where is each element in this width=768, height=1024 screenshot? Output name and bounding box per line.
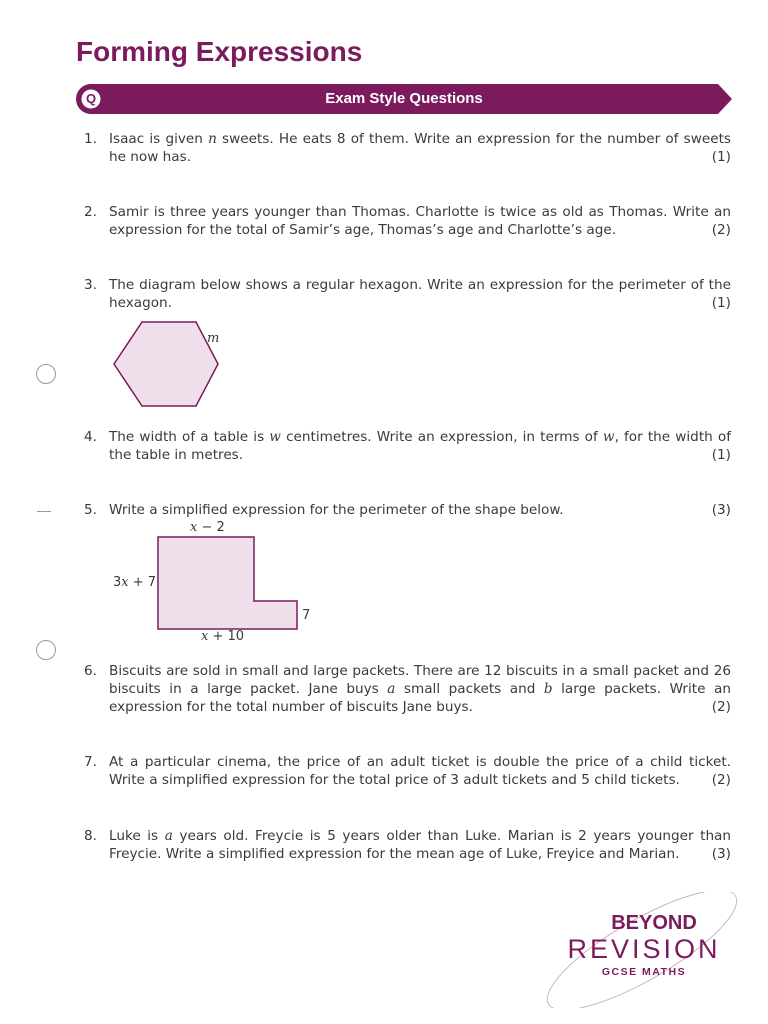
question-text: large packets. Write an expression for the total number of biscuits Jane buys.	[109, 681, 731, 716]
l-shape-bottom-label: x + 10	[201, 629, 245, 644]
math-variable: a	[164, 828, 173, 844]
question-text: sweets. He eats 8 of them. Write an expression for the number of sweets he now has.	[109, 131, 731, 166]
question-body	[109, 501, 731, 519]
question-text: Write a simplified expression for the perimeter of the shape below.	[109, 502, 564, 518]
question-marks: (2)	[711, 222, 731, 239]
question-number: 7.	[84, 754, 97, 770]
question-5	[84, 501, 731, 519]
question-text: centimetres. Write an expression, in terms of	[280, 429, 603, 445]
math-variable: w	[602, 429, 615, 445]
question-marks: (1)	[711, 447, 731, 464]
question-7	[84, 753, 731, 789]
question-body	[109, 827, 731, 863]
question-8	[84, 827, 731, 863]
q-icon: Q	[85, 91, 97, 106]
question-body	[109, 753, 731, 789]
question-body	[109, 130, 731, 166]
question-text: , for the width of the table in metres.	[109, 429, 731, 464]
question-number: 3.	[84, 277, 97, 293]
l-shape-top-label: x − 2	[190, 520, 225, 535]
question-marks: (3)	[711, 846, 731, 863]
question-body	[109, 662, 731, 717]
question-text: small packets and	[395, 681, 544, 698]
question-text: years old. Freycie is 5 years older than Luke. Marian is 2 years younger than Freycie. Write a simplified expression for the mean age of Luke, Freyice and Marian.	[109, 828, 731, 863]
question-6	[84, 662, 731, 717]
question-number: 8.	[84, 828, 97, 844]
beyond-revision-logo	[546, 892, 742, 1008]
question-2	[84, 203, 731, 239]
binder-hole	[36, 640, 56, 660]
math-variable: a	[387, 681, 396, 698]
page-title: Forming Expressions	[76, 36, 363, 67]
question-body	[109, 276, 731, 312]
section-banner	[76, 84, 732, 114]
l-shape-diagram	[156, 535, 302, 632]
logo-line-2: REVISION	[567, 934, 721, 964]
fold-mark	[37, 511, 51, 512]
math-variable: b	[543, 681, 553, 698]
l-shape-left-label: 3x + 7	[113, 575, 157, 590]
question-4	[84, 428, 731, 464]
logo-line-1: BEYOND	[611, 912, 697, 934]
logo-line-3: GCSE MATHS	[601, 966, 687, 978]
hexagon-diagram	[110, 318, 222, 410]
hexagon-side-label: m	[207, 331, 220, 346]
question-text: Samir is three years younger than Thomas. Charlotte is twice as old as Thomas. Write an expression for the total of Samir’s age, Thomas’s age and Charlotte’s age.	[109, 204, 731, 239]
question-text: At a particular cinema, the price of an adult ticket is double the price of a child ticket. Write a simplified expression for the total price of 3 adult tickets and 5 child tickets.	[109, 754, 731, 789]
question-number: 1.	[84, 131, 97, 147]
banner-label: Exam Style Questions	[325, 90, 483, 107]
question-number: 5.	[84, 502, 97, 518]
question-text: Isaac is given	[109, 131, 209, 147]
math-variable: n	[208, 131, 217, 147]
question-body	[109, 203, 731, 239]
question-3	[84, 276, 731, 312]
question-text: The width of a table is	[109, 429, 270, 445]
l-shape	[158, 537, 297, 629]
binder-hole	[36, 364, 56, 384]
question-number: 2.	[84, 204, 97, 220]
question-marks: (1)	[711, 149, 731, 166]
question-text: Biscuits are sold in small and large packets. There are 12 biscuits in a small packet and 26 biscuits in a large packet. Jane buys	[109, 663, 731, 698]
math-variable: w	[269, 429, 281, 445]
question-marks: (1)	[711, 295, 731, 312]
hexagon-shape	[114, 322, 218, 406]
l-shape-right-label: 7	[302, 608, 311, 623]
question-marks: (2)	[711, 772, 731, 789]
question-text: The diagram below shows a regular hexagon. Write an expression for the perimeter of the hexagon.	[109, 277, 731, 312]
question-body	[109, 428, 731, 464]
question-1	[84, 130, 731, 166]
question-marks: (3)	[711, 502, 731, 518]
question-marks: (2)	[711, 699, 731, 716]
question-number: 4.	[84, 429, 97, 445]
question-number: 6.	[84, 663, 97, 679]
question-text: Luke is	[109, 828, 165, 844]
